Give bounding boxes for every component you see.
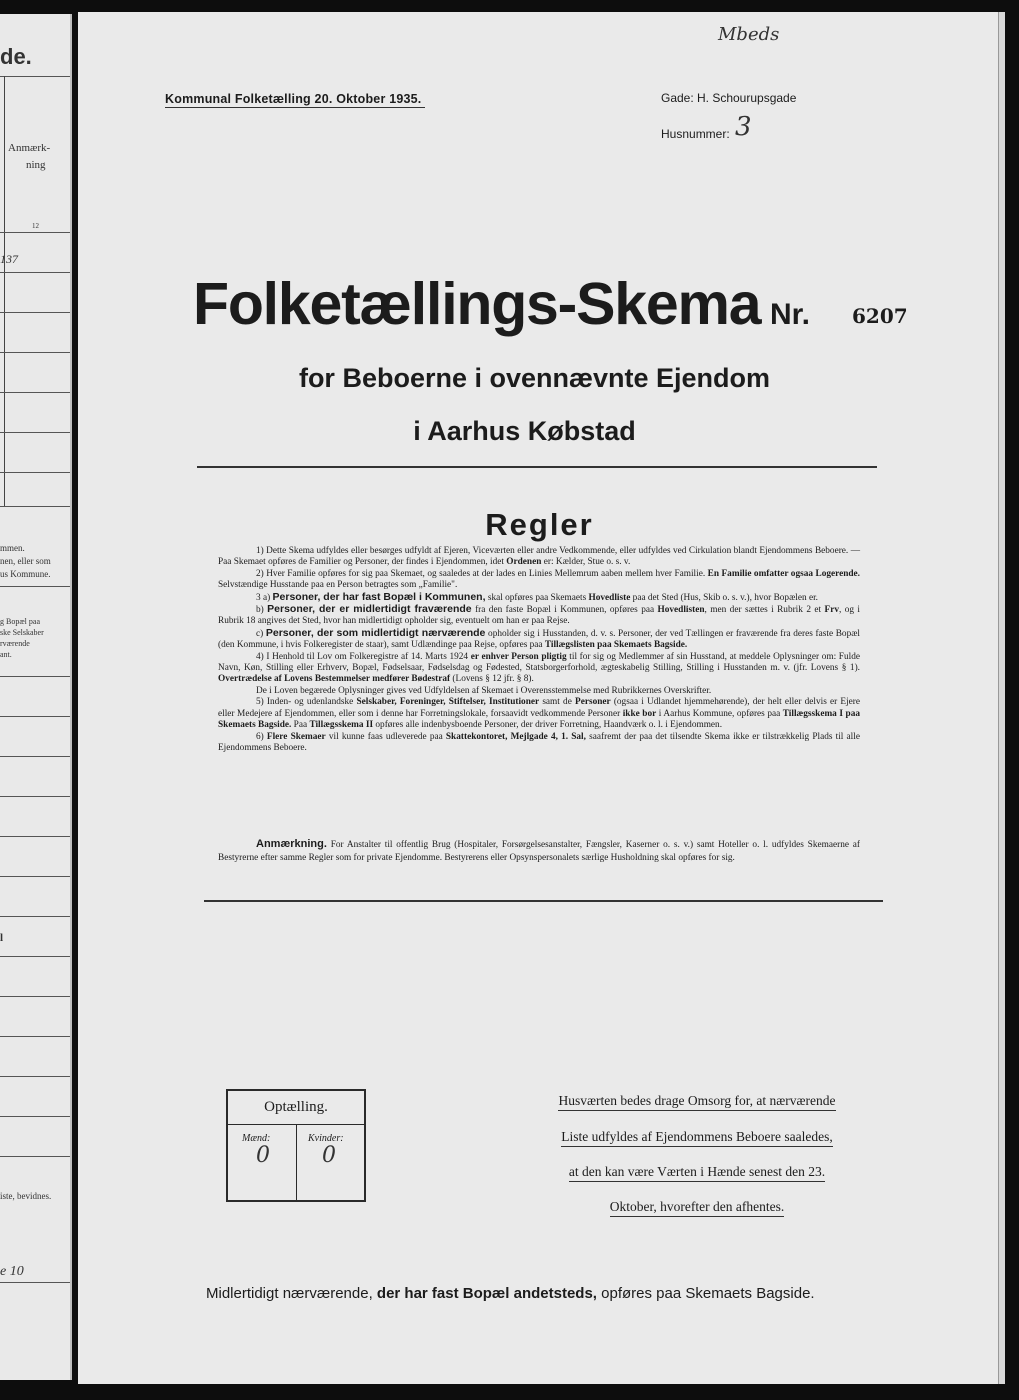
left-fragment: e 10 [0, 1264, 24, 1279]
rules-heading: Regler [485, 507, 594, 542]
left-rule [0, 232, 70, 233]
left-fragment: 12 [32, 222, 39, 230]
left-rule [0, 1116, 70, 1117]
left-fragment: ant. [0, 650, 12, 659]
left-rule [0, 1036, 70, 1037]
footer-note: Midlertidigt nærværende, der har fast Bopæl andetsteds, opføres paa Skemaets Bagside. [206, 1285, 815, 1302]
left-rule [0, 716, 70, 717]
rule-2: 2) Hver Familie opføres for sig paa Skemaet, og saaledes at der lades en Linies Mellemrum aaben mellem hver Familie. En Familie omfatter ogsaa Logerende. Selvstændige Husstande paa en Person betragtes som „Familie". [218, 568, 860, 591]
tally-title: Optælling. [228, 1091, 364, 1125]
divider [204, 900, 883, 902]
host-notice-line: Oktober, hvorefter den afhentes. [533, 1199, 861, 1215]
divider [197, 466, 877, 468]
left-rule [0, 472, 70, 473]
left-rule [0, 836, 70, 837]
remark-text: For Anstalter til offentlig Brug (Hospitaler, Forsørgelsesanstalter, Fængsler, Kaserner o. s. v.) samt Hoteller o. l. udfyldes Skemaerne af Bestyrerne efter samme Regler som for private Ejendomme. Bestyrerens eller Opsynspersonalets særlige Husholdning skal opføres for sig. [218, 840, 860, 863]
rule-3b: b) Personer, der er midlertidigt fraværende fra den faste Bopæl i Kommunen, opføres paa Hovedlisten, men der sættes i Rubrik 2 et Frv, og i Rubrik 18 angives det Sted, hvor han midlertidigt opholder sig, eventuelt om han er paa Rejse. [218, 603, 861, 627]
remark-paragraph [218, 838, 860, 864]
census-date-underline [165, 107, 425, 108]
left-rule [0, 312, 70, 313]
form-subtitle: for Beboerne i ovennævnte Ejendom [298, 363, 771, 393]
rule-4-cont: De i Loven begærede Oplysninger gives ved Udfyldelsen af Skemaet i Overensstemmelse med Rubrikkernes Overskrifter. [256, 685, 712, 696]
tally-divider [296, 1124, 297, 1200]
left-fragment: nen, eller som [0, 556, 51, 566]
men-count: 0 [256, 1143, 270, 1168]
form-number-label: Nr. [770, 298, 811, 331]
form-title: Folketællings-Skema [193, 271, 761, 337]
rule-3c: c) Personer, der som midlertidigt nærværende opholder sig i Husstanden, d. v. s. Personer, der ved Tællingen er fraværende fra deres faste Bopæl (den Kommune, i hvis Folkeregister de staar), samt Udlændinge paa Rejse, opføres paa Tillægslisten paa Skemaets Bagside. [218, 626, 860, 651]
women-count: 0 [322, 1143, 336, 1168]
rule-6: 6) Flere Skemaer vil kunne faas udleverede paa Skattekontoret, Mejlgade 4, 1. Sal, saafremt der paa det tilsendte Skema ikke er tilstrækkelig Plads til alle Ejendommens Beboere. [218, 731, 860, 753]
left-rule [0, 76, 70, 77]
left-rule [0, 676, 70, 677]
previous-page-edge [0, 14, 72, 1380]
rule-1: 1) Dette Skema udfyldes eller besørges udfyldt af Ejeren, Viceværten eller andre Vedkommende, eller udfyldes ved Cirkulation blandt Ejendommens Beboere. — Paa Skemaet opføres de Familier og Personer, der findes i Ejendommen, idet Ordenen er: Kælder, Stue o. s. v. [218, 546, 860, 568]
host-notice-line: at den kan være Værten i Hænde senest den 23. [533, 1164, 861, 1180]
handwritten-mark: Mbeds [718, 24, 780, 45]
left-fragment: 137 [0, 252, 18, 266]
left-rule [0, 756, 70, 757]
left-rule [0, 796, 70, 797]
left-rule [0, 876, 70, 877]
left-fragment: mmen. [0, 543, 25, 553]
rules-text [218, 546, 860, 754]
left-fragment: rværende [0, 639, 30, 648]
rule-3a: 3 a) Personer, der har fast Bopæl i Kommunen, skal opføres paa Skemaets Hovedliste paa det Sted (Hus, Skib o. s. v.), hvor Bopælen er. [256, 590, 818, 603]
left-rule [0, 1076, 70, 1077]
left-rule [0, 916, 70, 917]
left-rule [0, 352, 70, 353]
left-rule [0, 1156, 70, 1157]
left-fragment: g Bopæl paa [0, 617, 40, 626]
left-rule [0, 272, 70, 273]
rule-5: 5) Inden- og udenlandske Selskaber, Foreninger, Stiftelser, Institutioner samt de Personer (ogsaa i Udlandet hjemmehørende), der helt eller delvis er Ejere eller Medejere af Ejendommen, eller som i denne har Forretningslokale, forsaavidt vedkommende Personer ikke bor i Aarhus Kommune, opføres paa Tillægsskema I paa Skemaets Bagside. Paa Tillægsskema II opføres alle indenbysboende Personer, der driver Forretning, Haandværk o. l. i Ejendommen. [218, 697, 861, 731]
left-rule [0, 956, 70, 957]
form-number-value: 6207 [852, 304, 908, 328]
house-number-label: Husnummer: [661, 127, 730, 141]
left-rule [0, 1282, 70, 1283]
page-edge [998, 12, 1005, 1384]
host-notice-line: Husværten bedes drage Omsorg for, at nærværende [533, 1093, 861, 1109]
left-rule [0, 586, 70, 587]
left-fragment: ske Selskaber [0, 628, 44, 637]
street-value: H. Schourupsgade [697, 91, 797, 105]
host-notice-line: Liste udfyldes af Ejendommens Beboere saaledes, [533, 1129, 861, 1145]
street-label: Gade: [661, 91, 694, 105]
women-label: Kvinder: [308, 1133, 344, 1144]
tally-box [226, 1089, 366, 1202]
left-fragment: Anmærk- [8, 142, 51, 154]
men-label: Mænd: [242, 1133, 271, 1144]
left-fragment: ning [26, 159, 46, 171]
left-fragment: us Kommune. [0, 569, 51, 579]
left-fragment: iste, bevidnes. [0, 1191, 52, 1201]
house-number-value: 3 [735, 112, 752, 142]
census-date-line: Kommunal Folketælling 20. Oktober 1935. [165, 92, 422, 106]
remark-label: Anmærkning. [256, 838, 327, 850]
left-fragment: de. [0, 44, 32, 69]
form-subtitle-location: i Aarhus Købstad [413, 416, 636, 446]
left-fragment: l [0, 932, 4, 944]
left-rule [0, 996, 70, 997]
rule-4: 4) I Henhold til Lov om Folkeregistre af 14. Marts 1924 er enhver Person pligtig til for sig og Medlemmer af sin Husstand, at meddele Oplysninger om: Fulde Navn, Køn, Stilling eller Erhverv, Bopæl, Fødselsaar, Fødselsdag og Fødested, Statsborgerforhold, ægteskabelig Stilling, Stilling i Husstanden m. v. (jfr. Lovens § 1). Overtrædelse af Lovens Bestemmelser medfører Bødestraf (Lovens § 12 jfr. § 8). [218, 651, 860, 685]
